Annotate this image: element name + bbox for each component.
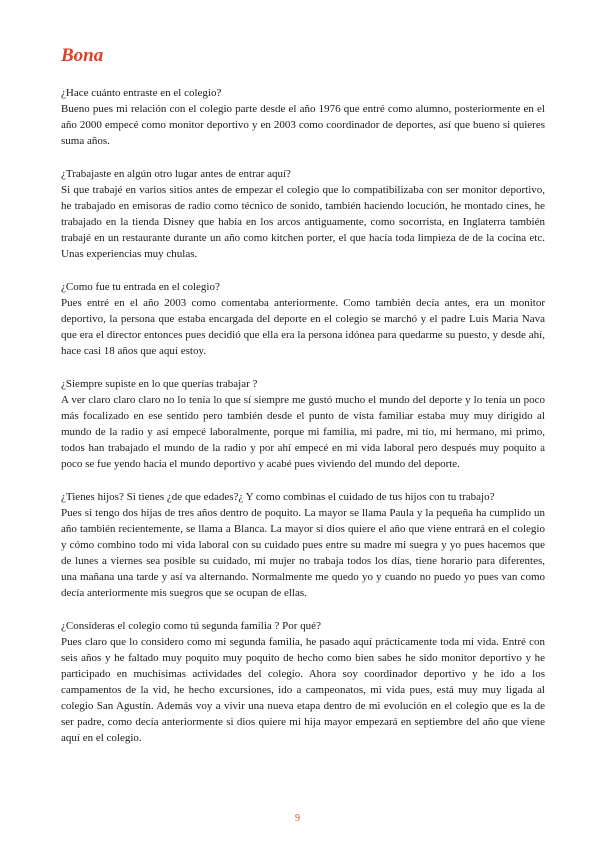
interview-question: ¿Como fue tu entrada en el colegio? (61, 281, 220, 293)
interview-body (61, 85, 545, 763)
interview-answer: A ver claro claro claro no lo tenía lo que sí siempre me gustó mucho el mundo del deporte y lo tenía un poco más focalizado en ese sentido pero también desde el punto de vista familiar estaba muy muy dirigido al mundo de la radio y así empecé laboralmente, porque mi familia, mi padre, mi tío, mi hermano, mi primo, todos han trabajado el mundo de la radio y por ahí empecé en mi vida laboral pero después muy poquito a poco se fue yendo hacia el mundo deportivo y acabé pues viviendo del mundo del deporte. (61, 394, 545, 470)
page-number: 9 (295, 813, 300, 824)
interview-answer: Si que trabajé en varios sitios antes de empezar el colegio que lo compatibilizaba con ser monitor deportivo, he trabajado en emisoras de radio como técnico de sonido, también haciendo locución, he montado cines, he trabajado en la tienda Disney que había en los arcos antiguamente, como socorrista, en Inglaterra también trabajé en un restaurante durante un año como kitchen porter, el que hacía toda limpieza de de la cocina etc. Unas experiencias muy chulas. (61, 184, 545, 260)
qa-block (61, 376, 545, 472)
interview-question: ¿Tienes hijos? Si tienes ¿de que edades?¿ Y como combinas el cuidado de tus hijos con tu trabajo? (61, 491, 495, 503)
qa-block (61, 279, 545, 359)
page-title: Bona (61, 45, 104, 66)
qa-block (61, 618, 545, 746)
interview-answer: Bueno pues mi relación con el colegio parte desde el año 1976 que entré como alumno, posteriormente en el año 2000 empecé como monitor deportivo y en 2003 como coordinador de deportes, así que bueno si quieres suma años. (61, 103, 545, 147)
interview-question: ¿Hace cuánto entraste en el colegio? (61, 87, 222, 99)
qa-block (61, 85, 545, 149)
qa-block (61, 166, 545, 262)
interview-question: ¿Siempre supiste en lo que querías trabajar ? (61, 378, 258, 390)
qa-block (61, 489, 545, 601)
interview-answer: Pues claro que lo considero como mi segunda familia, he pasado aquí prácticamente toda mi vida. Entré con seis años y he faltado muy poquito muy poquito de hecho como bien sabes he sido monitor deportivo y he participado en muchísimas actividades del colegio. Ahora soy coordinador deportivo y he ido a los campamentos de la vid, he hecho excursiones, ido a campeonatos, mi vida pues, está muy muy ligada al colegio San Agustín. Además voy a vivir una nueva etapa dentro de mi evolución en el colegio que es la de ser padre, como decía anteriormente si dios quiere mi hija mayor empezará en septiembre del año que viene aquí en el colegio. (61, 636, 545, 744)
interview-question: ¿Trabajaste en algún otro lugar antes de entrar aquí? (61, 168, 291, 180)
interview-answer: Pues si tengo dos hijas de tres años dentro de poquito. La mayor se llama Paula y la pequeña ha cumplido un año también recientemente, se llama a Blanca. La mayor si dios quiere el año que viene entrará en el colegio y cómo combino todo mi vida laboral con su cuidado pues entre su madre mi suegra y yo pues hacemos que de lunes a viernes sea posible su cuidado, mi mujer no trabaja todos los días, tiene horario para diferentes, una mañana una tarde y así va alternando. Normalmente me quedo yo y cuando no puedo yo pues van como decía anteriormente mis suegros que se ocupan de ellas. (61, 507, 545, 599)
interview-answer: Pues entré en el año 2003 como comentaba anteriormente. Como también decía antes, era un monitor deportivo, la persona que estaba encargada del deporte en el colegio se marchó y el padre Luis Maria Nava que era el director entonces pues decidió que ella era la persona idónea para quedarme su puesto, y desde ahí, hace casi 18 años que aquí estoy. (61, 297, 545, 357)
interview-question: ¿Consideras el colegio como tú segunda familia ? Por qué? (61, 620, 321, 632)
